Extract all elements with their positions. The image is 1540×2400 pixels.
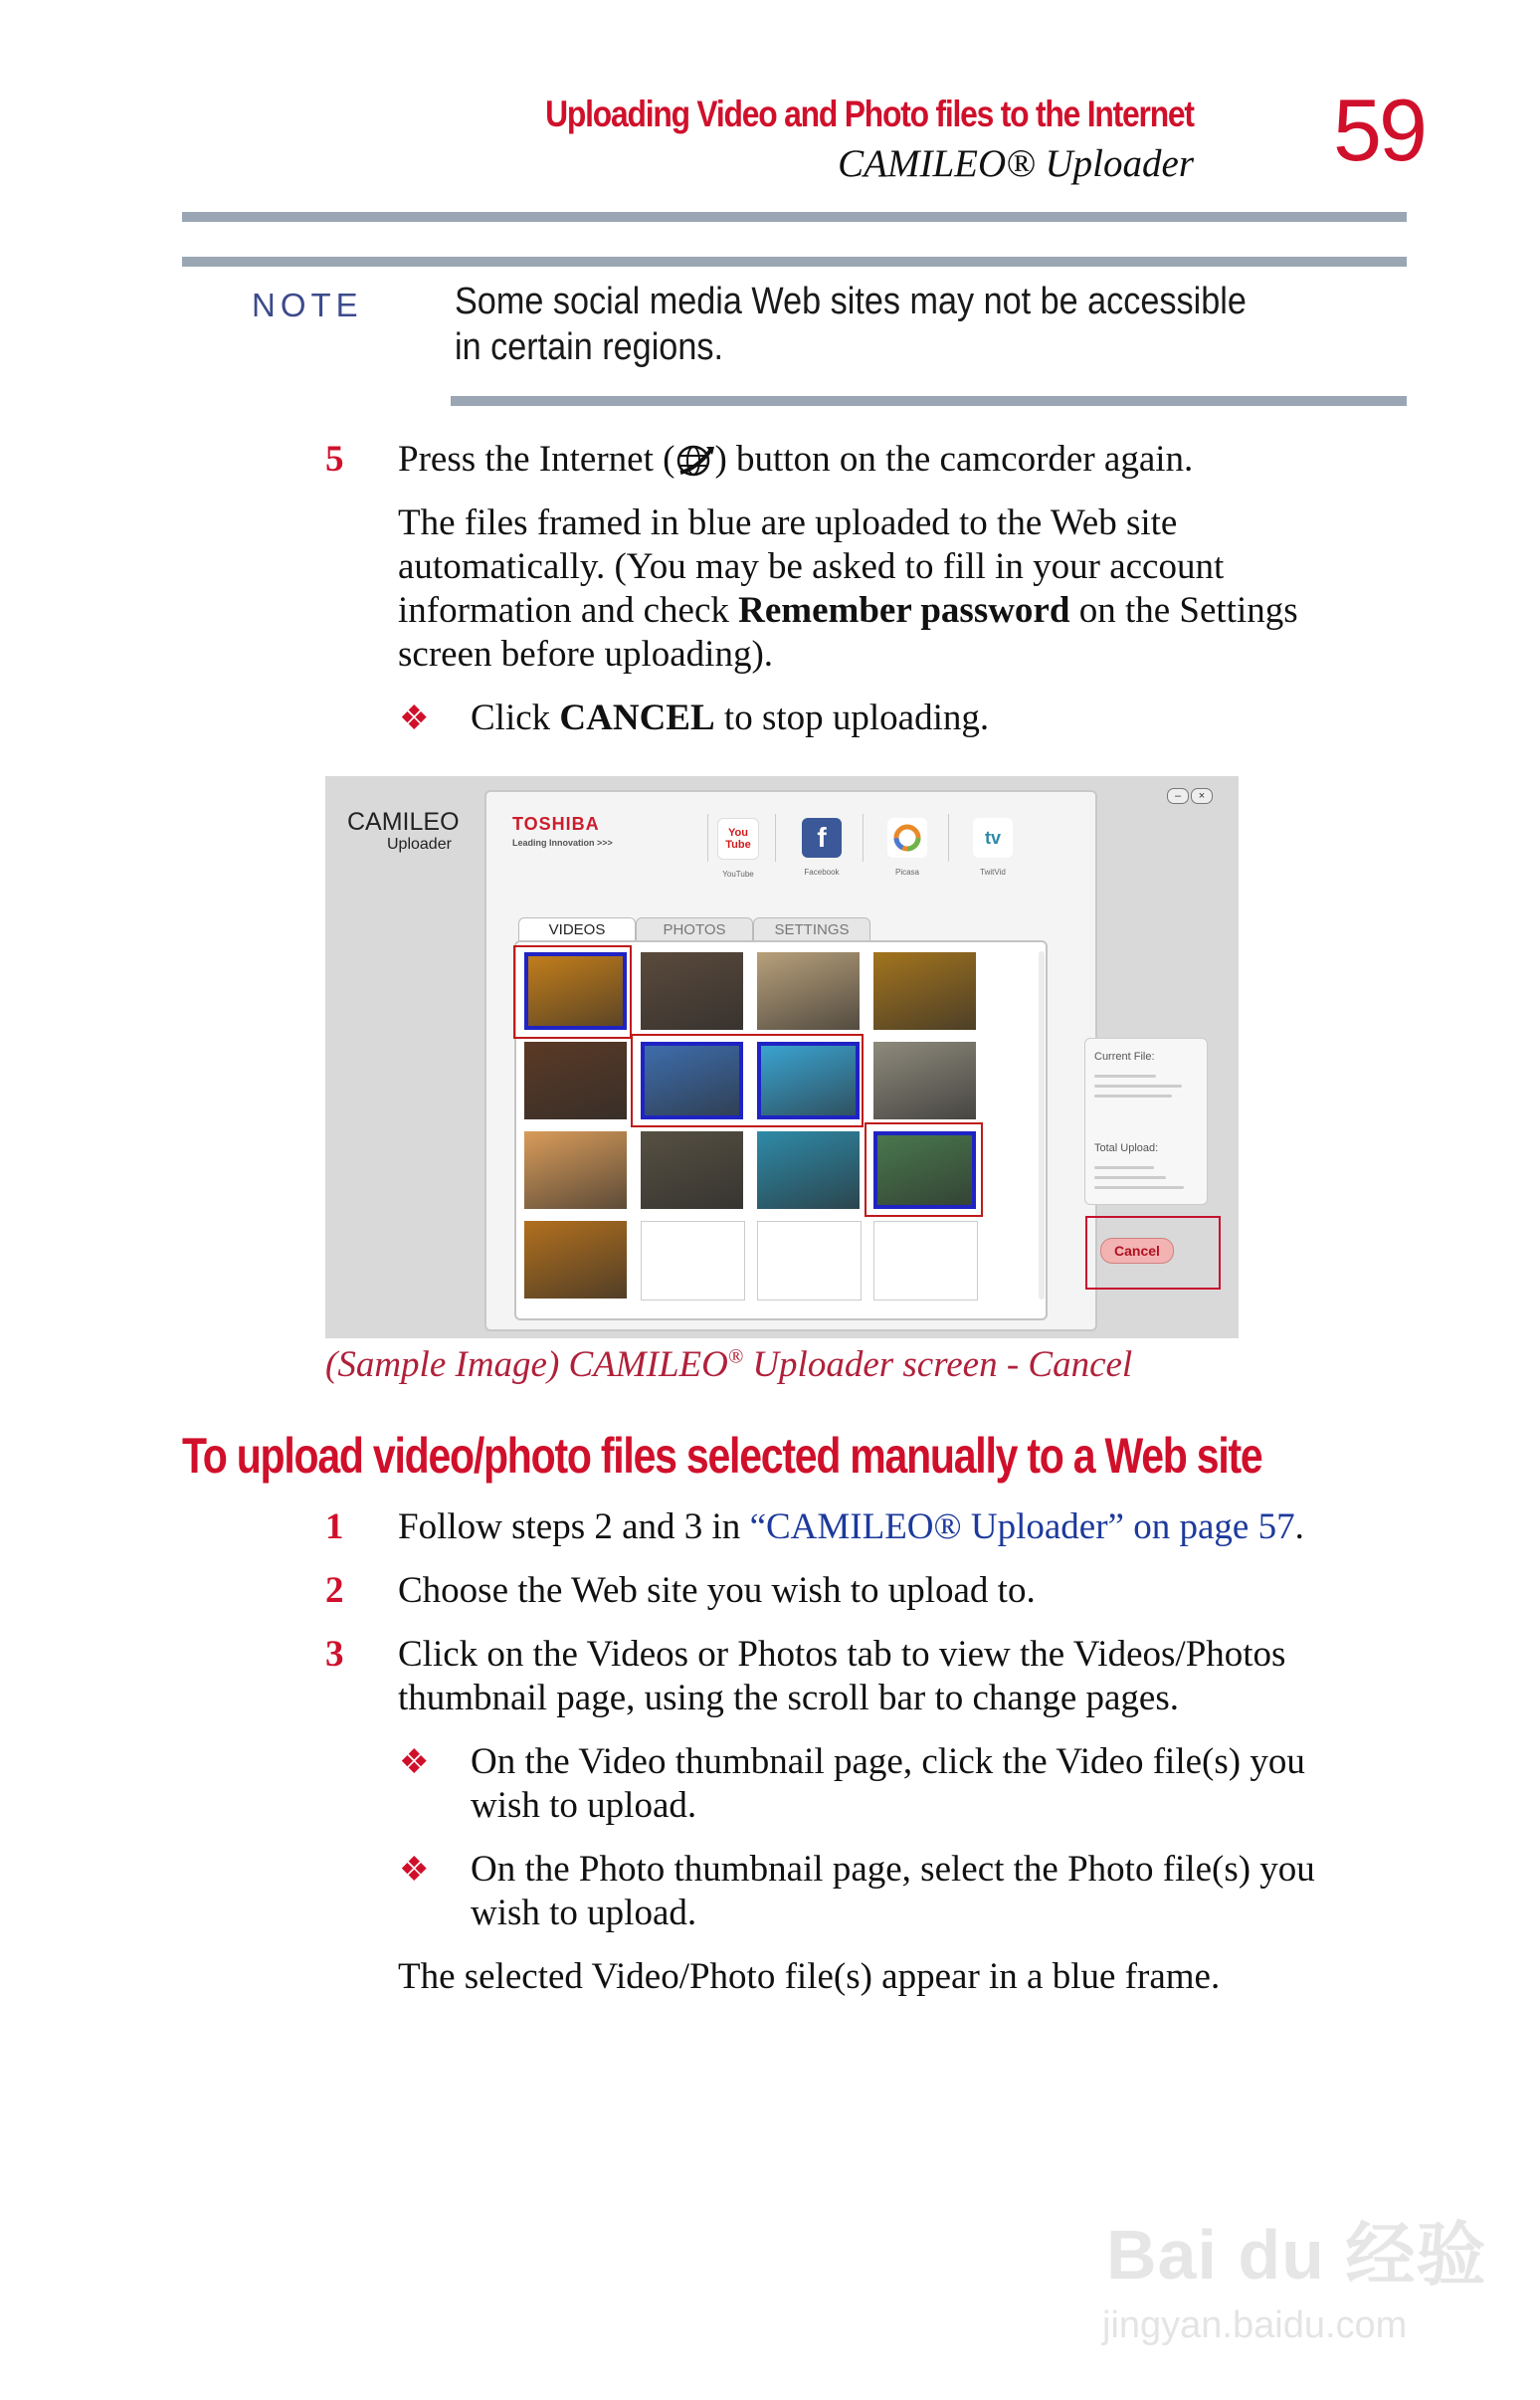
service-label: Facebook <box>804 868 840 877</box>
bullet-1-line-1: On the Video thumbnail page, click the Video file(s) you <box>471 1741 1305 1782</box>
service-divider <box>775 814 776 862</box>
chapter-title: Uploading Video and Photo files to the Internet <box>545 94 1194 134</box>
caption-pre: (Sample Image) CAMILEO <box>325 1344 728 1385</box>
step-5-para-line-1: The files framed in blue are uploaded to the Web site <box>398 502 1178 543</box>
uploading-frame <box>631 1034 864 1127</box>
brand-tagline: Leading Innovation >>> <box>512 838 613 848</box>
service-label: YouTube <box>722 870 754 879</box>
step-5-bullet-text <box>471 697 989 740</box>
bullet-pre: Click <box>471 698 560 738</box>
step-1-text <box>398 1505 1304 1549</box>
uploading-frame <box>513 945 632 1039</box>
service-label: Picasa <box>894 868 919 877</box>
para-line-3-pre: information and check <box>398 590 739 631</box>
status-line <box>1094 1186 1184 1189</box>
header-rule-bottom <box>182 257 1407 267</box>
service-divider <box>948 814 949 862</box>
step-5-number: 5 <box>325 439 344 480</box>
close-icon[interactable]: × <box>1191 788 1213 804</box>
figure-caption <box>325 1343 1132 1386</box>
uploader-main-panel <box>484 790 1097 1331</box>
bullet-1-line-2: wish to upload. <box>471 1785 697 1826</box>
picasa-icon <box>887 818 927 858</box>
cancel-term: CANCEL <box>559 698 715 738</box>
closing-paragraph: The selected Video/Photo file(s) appear in a blue frame. <box>398 1956 1221 1997</box>
total-upload-label: Total Upload: <box>1094 1142 1159 1154</box>
service-twitvid[interactable] <box>968 818 1018 877</box>
section-subtitle: CAMILEO® Uploader <box>838 142 1194 185</box>
service-facebook[interactable] <box>797 818 847 877</box>
caption-registered: ® <box>727 1345 744 1368</box>
service-youtube[interactable] <box>713 818 763 879</box>
brand-logo: TOSHIBA <box>512 814 600 834</box>
minimize-icon[interactable]: – <box>1167 788 1189 804</box>
thumbnail-image[interactable] <box>524 1131 627 1209</box>
caption-post: Uploader screen - Cancel <box>743 1344 1133 1385</box>
uploading-frame <box>865 1122 983 1217</box>
baidu-watermark-url: jingyan.baidu.com <box>1102 2304 1408 2346</box>
bullet-icon: ❖ <box>399 700 430 737</box>
app-name: CAMILEO <box>347 808 460 836</box>
service-label: TwitVid <box>980 868 1006 877</box>
bullet-icon: ❖ <box>399 1852 430 1889</box>
step-5-para-line-3 <box>398 589 1298 633</box>
tab-videos[interactable]: VIDEOS <box>518 917 636 942</box>
para-line-3-post: on the Settings <box>1069 590 1298 631</box>
step-2-number: 2 <box>325 1570 344 1611</box>
status-line <box>1094 1085 1182 1088</box>
thumbnail-image[interactable] <box>641 952 743 1030</box>
thumbnail-image[interactable] <box>873 1042 976 1119</box>
thumbnail-image[interactable] <box>757 1131 860 1209</box>
step-5-para-line-2: automatically. (You may be asked to fill in your account <box>398 546 1225 587</box>
step-2-text: Choose the Web site you wish to upload to. <box>398 1570 1036 1611</box>
bullet-2-line-1: On the Photo thumbnail page, select the Photo file(s) you <box>471 1849 1315 1890</box>
remember-password-term: Remember password <box>738 590 1070 631</box>
bullet-icon: ❖ <box>399 1744 430 1781</box>
step-5-text-before: Press the Internet ( <box>398 439 675 480</box>
page-number: 59 <box>1333 81 1425 179</box>
step-1-pre: Follow steps 2 and 3 in <box>398 1506 750 1547</box>
cancel-button[interactable]: Cancel <box>1100 1238 1174 1264</box>
step-3-number: 3 <box>325 1634 344 1675</box>
youtube-icon: You Tube <box>717 818 759 860</box>
thumbnail-empty-slot <box>641 1221 745 1300</box>
bullet-2-line-2: wish to upload. <box>471 1893 697 1933</box>
step-3-line-1: Click on the Videos or Photos tab to view the Videos/Photos <box>398 1634 1286 1675</box>
step-3-line-2: thumbnail page, using the scroll bar to change pages. <box>398 1678 1180 1718</box>
status-line <box>1094 1176 1166 1179</box>
note-label: NOTE <box>252 287 363 323</box>
thumbnail-image[interactable] <box>524 1221 627 1299</box>
thumbnail-image[interactable] <box>524 1042 627 1119</box>
service-divider <box>863 814 864 862</box>
app-subtitle: Uploader <box>387 836 452 853</box>
camileo-uploader-link[interactable]: “CAMILEO® Uploader” on page 57 <box>749 1506 1295 1547</box>
tab-settings[interactable]: SETTINGS <box>753 917 870 942</box>
current-file-label: Current File: <box>1094 1051 1155 1063</box>
thumbnail-image[interactable] <box>641 1131 743 1209</box>
note-text: Some social media Web sites may not be accessible in certain regions. <box>455 281 1247 368</box>
upload-status-panel <box>1084 1038 1208 1205</box>
step-1-number: 1 <box>325 1506 344 1547</box>
twitvid-icon: tv <box>973 818 1013 858</box>
cancel-highlight <box>1085 1216 1221 1290</box>
thumbnail-empty-slot <box>873 1221 978 1300</box>
thumbnail-grid <box>514 940 1048 1320</box>
header-rule-top <box>182 212 1407 222</box>
baidu-watermark-logo: Bai du 经验 <box>1106 2216 1487 2294</box>
bullet-post: to stop uploading. <box>714 698 990 738</box>
status-line <box>1094 1075 1156 1078</box>
status-line <box>1094 1166 1154 1169</box>
thumbnail-image[interactable] <box>873 952 976 1030</box>
facebook-icon: f <box>802 818 842 858</box>
internet-button-icon <box>674 443 714 479</box>
scrollbar[interactable] <box>1039 951 1045 1300</box>
step-5-text-after: ) button on the camcorder again. <box>714 439 1194 480</box>
thumbnail-empty-slot <box>757 1221 862 1300</box>
camileo-uploader-screenshot <box>325 776 1239 1338</box>
step-5-para-line-4: screen before uploading). <box>398 634 774 675</box>
service-picasa[interactable] <box>882 818 932 877</box>
note-rule <box>451 396 1407 406</box>
tab-photos[interactable]: PHOTOS <box>636 917 753 942</box>
step-1-post: . <box>1294 1506 1304 1547</box>
step-5-instruction <box>398 438 1193 482</box>
section-heading: To upload video/photo files selected manually to a Web site <box>182 1428 1262 1484</box>
status-line <box>1094 1095 1172 1098</box>
thumbnail-image[interactable] <box>757 952 860 1030</box>
service-divider <box>707 814 708 862</box>
